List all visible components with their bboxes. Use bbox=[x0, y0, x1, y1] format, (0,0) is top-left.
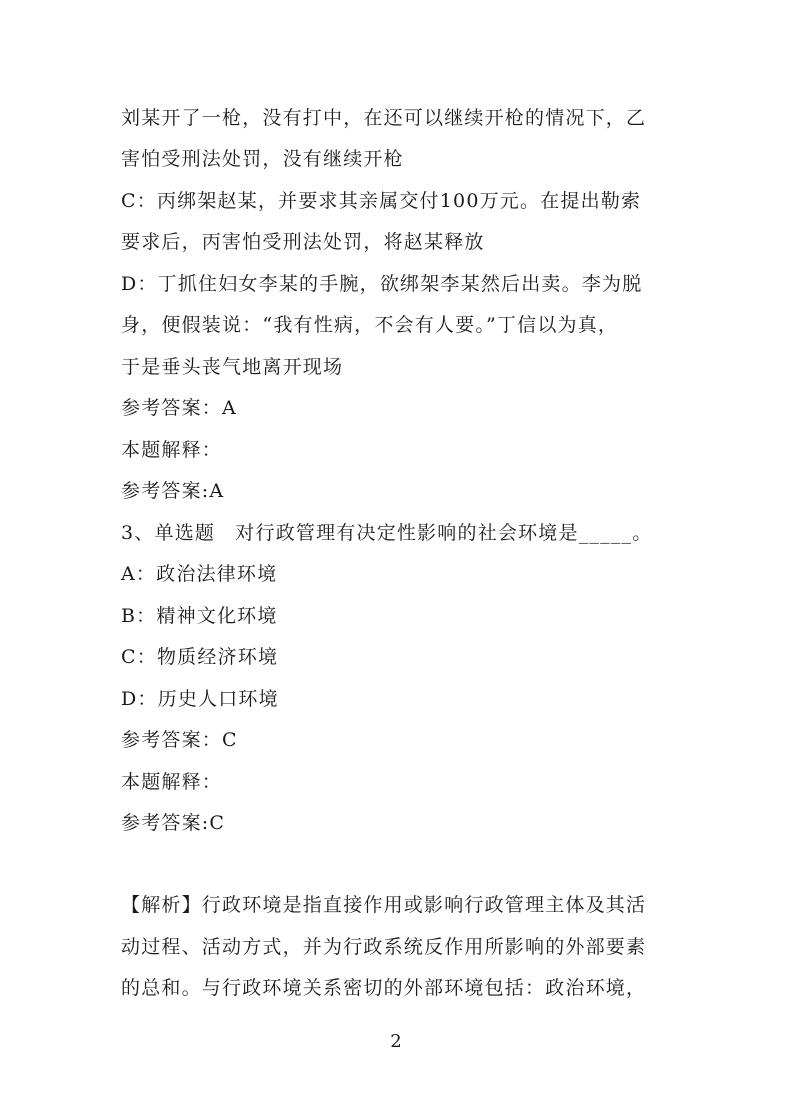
explanation-label: 本题解释： bbox=[121, 771, 223, 793]
page-number: 2 bbox=[390, 1031, 402, 1052]
text-line: 害怕受刑法处罚，没有继续开枪 bbox=[121, 148, 404, 170]
reference-answer: 参考答案:A bbox=[121, 480, 225, 502]
option-a: A：政治法律环境 bbox=[121, 563, 278, 585]
text-line: 于是垂头丧气地离开现场 bbox=[121, 356, 344, 378]
analysis-paragraph: 的总和。与行政环境关系密切的外部环境包括：政治环境， bbox=[121, 977, 647, 999]
text-line: 身，便假装说：“我有性病，不会有人要。”丁信以为真， bbox=[121, 314, 619, 336]
option-b: B：精神文化环境 bbox=[121, 605, 278, 627]
explanation-label: 本题解释： bbox=[121, 439, 223, 461]
reference-answer: 参考答案：C bbox=[121, 729, 238, 751]
analysis-paragraph: 【解析】行政环境是指直接作用或影响行政管理主体及其活 bbox=[121, 894, 647, 916]
option-c: C：物质经济环境 bbox=[121, 646, 279, 668]
question-stem: 3、单选题 对行政管理有决定性影响的社会环境是_____。 bbox=[121, 522, 653, 544]
reference-answer: 参考答案：A bbox=[121, 397, 237, 419]
reference-answer: 参考答案:C bbox=[121, 812, 226, 834]
text-line: 刘某开了一枪，没有打中，在还可以继续开枪的情况下，乙 bbox=[121, 107, 647, 129]
option-c-text: C：丙绑架赵某，并要求其亲属交付100万元。在提出勒索 bbox=[121, 190, 642, 212]
analysis-paragraph: 动过程、活动方式，并为行政系统反作用所影响的外部要素 bbox=[121, 936, 647, 958]
option-d-text: D：丁抓住妇女李某的手腕，欲绑架李某然后出卖。李为脱 bbox=[121, 273, 643, 295]
text-line: 要求后，丙害怕受刑法处罚，将赵某释放 bbox=[121, 231, 485, 253]
option-d: D：历史人口环境 bbox=[121, 688, 279, 710]
